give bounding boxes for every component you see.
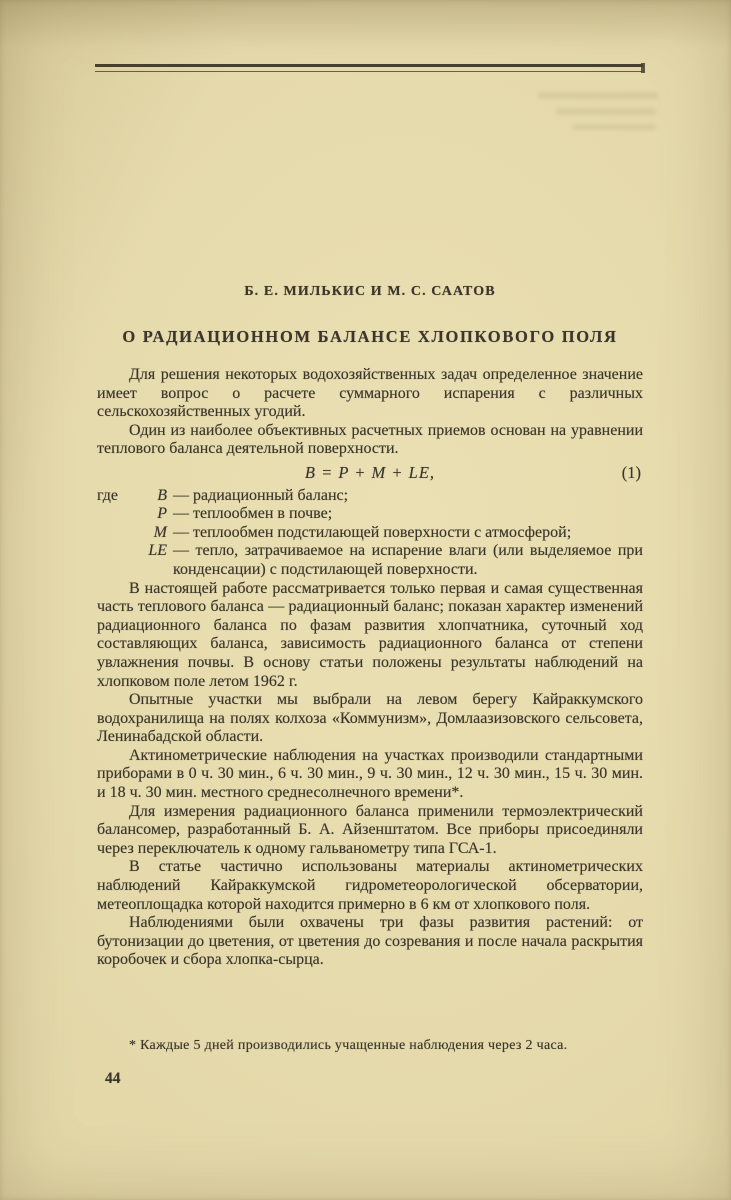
equation-number: (1) bbox=[621, 462, 641, 482]
show-through-artifact bbox=[538, 92, 658, 99]
definition-text: — теплообмен в почве; bbox=[173, 505, 333, 523]
equation: B = P + M + LE, bbox=[304, 462, 436, 482]
definition-row bbox=[97, 524, 643, 543]
paragraph: Опытные участки мы выбрали на левом берегу Кайраккумского водохранилища на полях колхоза «Коммунизм», Домлаазизовского сельсовета, Ленинабадской области. bbox=[97, 691, 643, 746]
equation-row bbox=[97, 464, 643, 483]
definition-row bbox=[97, 542, 643, 579]
paragraph: Один из наиболее объективных расчетных приемов основан на уравнении теплового баланса деятельной поверхности. bbox=[97, 421, 643, 458]
paragraph: В настоящей работе рассматривается только первая и самая существенная часть теплового баланса — радиационный баланс; показан характер изменений радиационного баланса по фазам развития хлопчатника, суточный ход составляющих баланса, зависимость радиационного баланса от степени увлажнения почвы. В основу статьи положены результаты наблюдений на хлопковом поле летом 1962 г. bbox=[97, 579, 643, 690]
show-through-artifact bbox=[556, 108, 656, 115]
definition-text: — теплообмен подстилающей поверхности с атмосферой; bbox=[173, 523, 572, 541]
definition-term: LE bbox=[148, 542, 167, 560]
definition-row bbox=[97, 505, 643, 524]
footnote: * Каждые 5 дней производились учащенные наблюдения через 2 часа. bbox=[129, 1038, 568, 1053]
definition-text: — тепло, затрачиваемое на испарение влаги (или выделяемое при конденсации) с подстилающей поверхности. bbox=[173, 542, 643, 578]
where-label: где bbox=[97, 486, 119, 504]
definition-row bbox=[97, 487, 643, 506]
where-clause bbox=[97, 487, 643, 580]
page-number: 44 bbox=[105, 1070, 121, 1087]
paragraph: Актинометрические наблюдения на участках производили стандартными приборами в 0 ч. 30 мин., 6 ч. 30 мин., 9 ч. 30 мин., 12 ч. 30 мин., 15 ч. 30 мин. и 18 ч. 30 мин. местного среднесолнечного времени*. bbox=[97, 746, 643, 802]
article-body bbox=[97, 366, 643, 970]
definition-term: B bbox=[157, 486, 167, 504]
show-through-artifact bbox=[572, 124, 656, 130]
paragraph: Для измерения радиационного баланса применили термоэлектрический балансомер, разработанный Б. А. Айзенштатом. Все приборы присоединяли через переключатель к одному гальванометру типа ГСА-1. bbox=[97, 802, 643, 857]
authors-line: Б. Е. МИЛЬКИС И М. С. СААТОВ bbox=[244, 284, 496, 299]
definition-text: — радиационный баланс; bbox=[173, 486, 349, 504]
paragraph: В статье частично использованы материалы актинометрических наблюдений Кайраккумской гидрометеорологической обсерватории, метеоплощадка которой находится примерно в 6 км от хлопкового поля. bbox=[97, 858, 643, 913]
paragraph: Для решения некоторых водохозяйственных задач определенное значение имеет вопрос о расчете суммарного испарения с различных сельскохозяйственных угодий. bbox=[97, 366, 643, 421]
header-rule bbox=[95, 64, 643, 72]
definition-term: M bbox=[153, 523, 167, 541]
paragraph: Наблюдениями были охвачены три фазы развития растений: от бутонизации до цветения, от цветения до созревания и после начала раскрытия коробочек и сбора хлопка-сырца. bbox=[97, 914, 643, 969]
rule-end-tick bbox=[641, 63, 645, 73]
article-title: О РАДИАЦИОННОМ БАЛАНСЕ ХЛОПКОВОГО ПОЛЯ bbox=[122, 327, 618, 346]
definition-term: P bbox=[157, 505, 167, 523]
